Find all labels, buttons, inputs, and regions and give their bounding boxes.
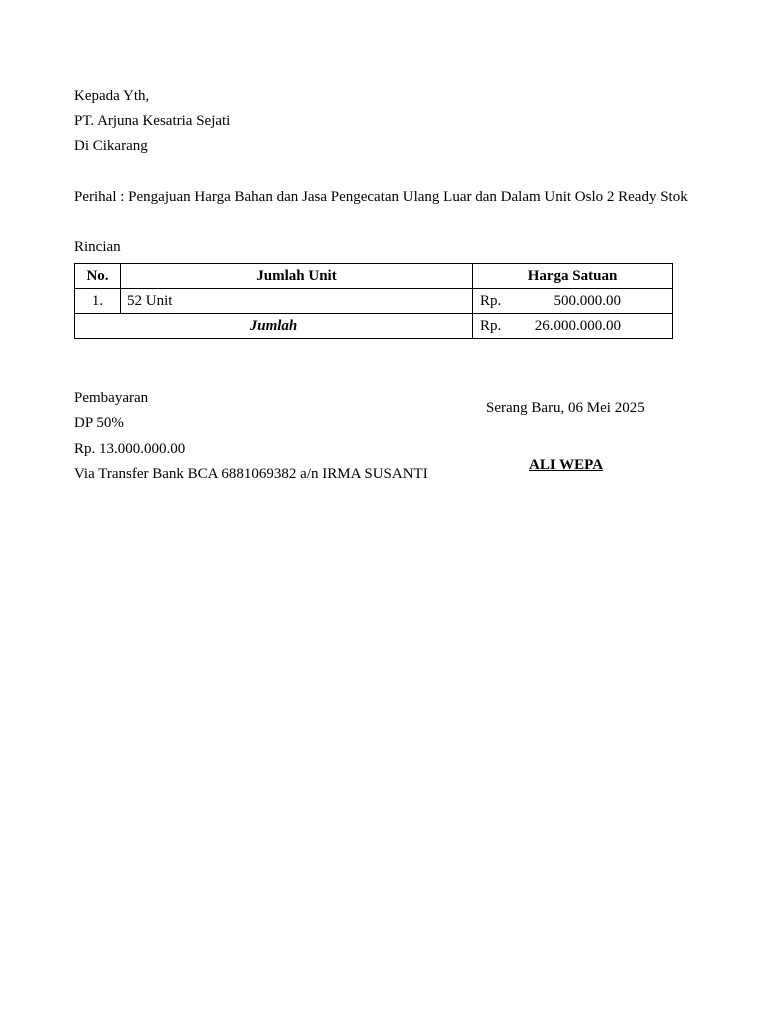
total-label: Jumlah xyxy=(75,314,473,339)
payment-dp: DP 50% xyxy=(74,415,124,431)
payment-amount: Rp. 13.000.000.00 xyxy=(74,441,186,457)
recipient-company: PT. Arjuna Kesatria Sejati xyxy=(74,113,231,129)
payment-method: Via Transfer Bank BCA 6881069382 a/n IRMA SUSANTI xyxy=(74,466,428,482)
header-unit: Jumlah Unit xyxy=(121,264,473,289)
row-unit: 52 Unit xyxy=(121,289,473,314)
payment-title: Pembayaran xyxy=(74,390,149,406)
row-no: 1. xyxy=(75,289,121,314)
table-header-row xyxy=(75,264,673,289)
row-currency: Rp. xyxy=(480,293,502,309)
details-label: Rincian xyxy=(74,239,121,255)
signer-name: ALI WEPA xyxy=(529,457,604,473)
row-amount: 500.000.00 xyxy=(553,293,621,309)
header-price: Harga Satuan xyxy=(473,264,673,289)
recipient-location: Di Cikarang xyxy=(74,138,148,154)
table-row xyxy=(75,289,673,314)
recipient-greeting: Kepada Yth, xyxy=(74,88,150,104)
subject-line: Perihal : Pengajuan Harga Bahan dan Jasa Pengecatan Ulang Luar dan Dalam Unit Oslo 2 Ready Stok xyxy=(74,189,688,205)
header-no: No. xyxy=(75,264,121,289)
total-price-cell xyxy=(473,314,673,339)
table-total-row xyxy=(75,314,673,339)
details-table xyxy=(74,263,673,339)
place-date: Serang Baru, 06 Mei 2025 xyxy=(486,400,645,416)
total-currency: Rp. xyxy=(480,318,502,334)
row-price-cell xyxy=(473,289,673,314)
total-amount: 26.000.000.00 xyxy=(534,318,621,334)
